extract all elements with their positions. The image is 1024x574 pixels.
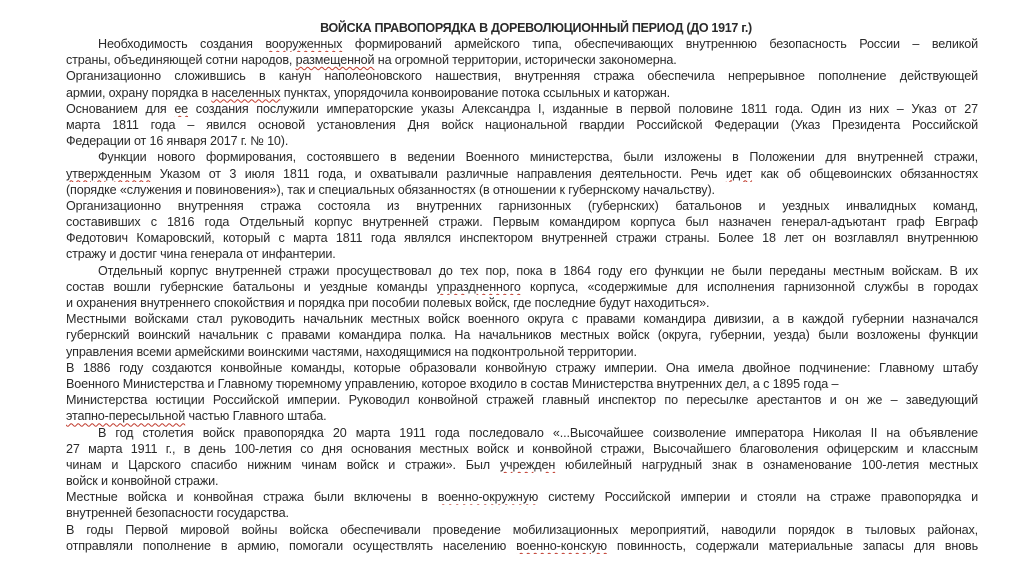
text-run: частью Главного штаба. xyxy=(185,409,327,424)
text-line xyxy=(66,246,978,262)
text-run: губернский воинский начальник с правами командира полка. На начальников местных войск (округа, губернии, уезда) были возложены функции xyxy=(66,328,978,343)
text-line xyxy=(66,68,978,84)
text-line xyxy=(66,133,978,149)
text-line xyxy=(66,52,978,68)
text-run: пунктах, упорядочила конвоирование потока ссыльных и каторжан. xyxy=(280,85,671,100)
text-run: Организационно сложившись в канун наполеоновского нашествия, внутренняя стража обеспечила непрерывное пополнение действующей xyxy=(66,69,978,84)
spellcheck-flagged-word: населенных xyxy=(211,85,281,100)
text-run: на огромной территории, исторически закономерна. xyxy=(374,53,677,68)
text-run: войск и конвойной стражи. xyxy=(66,474,219,489)
text-line xyxy=(66,344,978,360)
text-run: и охранения внутреннего спокойствия и порядка при пособии полевых войск, где последние будут находиться». xyxy=(66,296,710,310)
text-run: Необходимость создания xyxy=(98,37,266,51)
text-line xyxy=(66,101,978,117)
text-run: Местные войска и конвойная стража были включены в xyxy=(66,490,438,505)
text-line xyxy=(66,295,978,311)
text-line xyxy=(66,489,978,505)
text-line xyxy=(66,538,978,554)
text-run: Местными войсками стал руководить начальник местных войск военного округа с правами командира дивизии, а в каждой губернии назначался xyxy=(66,312,978,327)
text-line xyxy=(66,263,978,279)
spellcheck-flagged-word: ее xyxy=(174,101,189,116)
text-run: отправляли пополнение в армию, помогали осуществлять населению xyxy=(66,538,517,553)
text-run: Военного Министерства и Главному тюремному управлению, которое входило в состав Министерства внутренних дел, а с 1895 года – xyxy=(66,376,839,391)
text-run: внутренней безопасности государства. xyxy=(66,506,289,521)
text-run: марта 1811 года – явился основой установления Дня войск национальной гвардии Российской Федерации (Указ Президента Российской xyxy=(66,117,978,132)
text-line xyxy=(66,408,978,424)
spellcheck-flagged-word: размещенной xyxy=(295,53,375,68)
text-line xyxy=(66,311,978,327)
text-line xyxy=(66,441,978,457)
text-line xyxy=(66,392,978,408)
text-line xyxy=(66,376,978,392)
spellcheck-flagged-word: учрежден xyxy=(499,457,556,472)
spellcheck-flagged-word: упраздненного xyxy=(436,279,521,294)
text-run: повинность, содержали материальные запасы для вновь xyxy=(606,538,978,553)
text-line xyxy=(66,36,978,52)
text-line xyxy=(66,214,978,230)
text-line xyxy=(66,505,978,521)
spellcheck-flagged-word: военно-окружную xyxy=(437,490,539,505)
document-title: ВОЙСКА ПРАВОПОРЯДКА В ДОРЕВОЛЮЦИОННЫЙ ПЕРИОД (ДО 1917 г.) xyxy=(320,21,752,35)
text-run: систему Российской империи и стояли на страже правопорядка и xyxy=(538,490,978,505)
text-run: управления всеми армейскими воинскими частями, находящимися на подконтрольной территории. xyxy=(66,344,637,359)
text-run: как об общевоинских обязанностях xyxy=(752,166,978,181)
text-run: состав вошли губернские батальоны и уездные команды xyxy=(66,279,437,294)
text-run: создания послужили императорские указы Александра I, изданные в первой половине 1811 года. Один из них – Указ от 27 xyxy=(188,101,978,116)
text-run: армии, охрану порядка в xyxy=(66,85,212,100)
text-run: Основанием для xyxy=(66,101,175,116)
text-run: Федотович Комаровский, который с марта 1811 года являлся инспектором внутренней стражи страны. Более 18 лет он возглавлял внутреннюю xyxy=(66,231,978,246)
spellcheck-flagged-word: военно-конскую xyxy=(516,538,607,553)
text-line xyxy=(66,522,978,538)
text-line xyxy=(66,473,978,489)
text-line xyxy=(66,360,978,376)
text-line xyxy=(66,149,978,165)
text-run: 27 марта 1911 г., в день 100-летия со дня основания местных войск и конвойной стражи, Высочайшего благоволения офицерским и классным xyxy=(66,441,978,456)
text-line xyxy=(66,166,978,182)
text-run: Отдельный корпус внутренней стражи просуществовал до тех пор, пока в 1864 году его функции не были переданы местным войскам. В их xyxy=(98,263,978,278)
text-run: В 1886 году создаются конвойные команды, которые образовали конвойную стражу империи. Она имела двойное подчинение: Главному штабу xyxy=(66,360,978,375)
text-line xyxy=(66,198,978,214)
spellcheck-flagged-word: вооруженных xyxy=(265,37,343,51)
text-run: Организационно внутренняя стража состояла из внутренних гарнизонных (губернских) батальонов и уездных инвалидных команд, xyxy=(66,198,978,213)
text-line xyxy=(66,182,978,198)
spellcheck-flagged-word: идет xyxy=(725,166,753,181)
spellcheck-flagged-word: утвержденным xyxy=(66,166,152,181)
text-run: Министерства юстиции Российской империи. Руководил конвойной стражей главный инспектор по пересылке арестантов и он же – заведующий xyxy=(66,393,978,408)
text-line xyxy=(66,279,978,295)
text-run: стражу и достиг чина генерала от инфантерии. xyxy=(66,247,336,262)
text-run: В год столетия войск правопорядка 20 марта 1911 года последовало «...Высочайшее соизволение императора Николая II на объявление xyxy=(98,425,978,440)
text-run: В годы Первой мировой войны войска обеспечивали проведение мобилизационных мероприятий, наводили порядок в тыловых районах, xyxy=(66,522,978,537)
text-run: формирований армейского типа, обеспечивающих внутреннюю безопасность России – великой xyxy=(342,37,978,51)
spellcheck-flagged-word: этапно-пересыльной xyxy=(66,409,186,424)
text-run: (порядке «служения и повиновения»), так и специальных обязанностях (в отношении к губернскому начальству). xyxy=(66,182,715,197)
text-line xyxy=(66,425,978,441)
text-run: Указом от 3 июля 1811 года, и охватывали различные направления деятельности. Речь xyxy=(151,166,726,181)
text-run: страны, объединяющей сотни народов, xyxy=(66,53,296,68)
text-line xyxy=(66,457,978,473)
text-line xyxy=(66,230,978,246)
document-body xyxy=(66,36,978,554)
document-page xyxy=(66,20,978,554)
text-run: юбилейный нагрудный знак в ознаменование 100-летия местных xyxy=(555,457,978,472)
text-run: чинам и Царского спасибо нижним чинам войск и стражи». Был xyxy=(66,457,500,472)
text-run: составивших с 1816 года Отдельный корпус внутренней стражи. Первым командиром корпуса был назначен генерал-адъютант граф Евграф xyxy=(66,215,978,230)
text-line xyxy=(66,117,978,133)
text-line xyxy=(66,85,978,101)
text-line xyxy=(66,327,978,343)
text-run: корпуса, «содержимые для исполнения гарнизонной службы в городах xyxy=(520,279,978,294)
text-run: Федерации от 16 января 2017 г. № 10). xyxy=(66,134,289,149)
text-run: Функции нового формирования, состоявшего в ведении Военного министерства, были изложены в Положении для внутренней стражи, xyxy=(98,150,978,165)
